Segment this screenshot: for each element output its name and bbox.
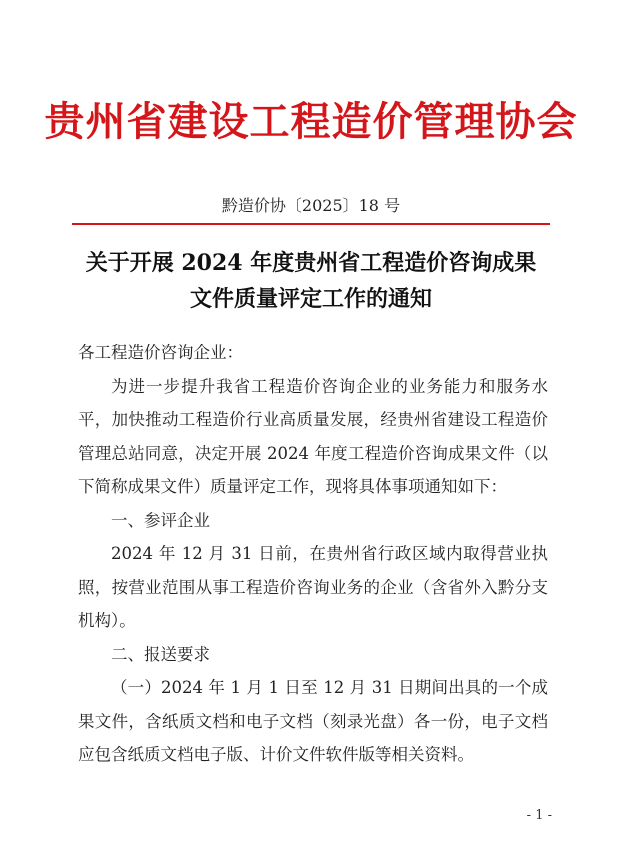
notice-title-line-2: 文件质量评定工作的通知 xyxy=(189,286,432,312)
salutation: 各工程造价咨询企业： xyxy=(78,343,243,362)
participants-paragraph: 2024 年 12 月 31 日前，在贵州省行政区域内取得营业执照，按营业范围从事工程造价咨询业务的企业（含省外入黔分支机构）。 xyxy=(78,544,548,630)
org-header-title: 贵州省建设工程造价管理协会 xyxy=(44,98,578,145)
notice-title-line-1: 关于开展 2024 年度贵州省工程造价咨询成果 xyxy=(85,250,537,276)
red-divider-line xyxy=(72,223,550,225)
notice-title xyxy=(60,245,562,317)
section-heading-participants: 一、参评企业 xyxy=(111,510,210,530)
page-number: - 1 - xyxy=(526,808,552,823)
intro-paragraph: 为进一步提升我省工程造价咨询企业的业务能力和服务水平，加快推动工程造价行业高质量发展，经贵州省建设工程造价管理总站同意，决定开展 2024 年度工程造价咨询成果文件（以下简称成果文件）质量评定工作，现将具体事项通知如下： xyxy=(78,376,548,496)
submission-paragraph: （一）2024 年 1 月 1 日至 12 月 31 日期间出具的一个成果文件，含纸质文档和电子文档（刻录光盘）各一份，电子文档应包含纸质文档电子版、计价文件软件版等相关资料。 xyxy=(78,678,548,764)
notice-body xyxy=(78,336,548,772)
document-number: 黔造价协〔2025〕18 号 xyxy=(221,196,401,215)
section-heading-submission: 二、报送要求 xyxy=(111,644,210,664)
